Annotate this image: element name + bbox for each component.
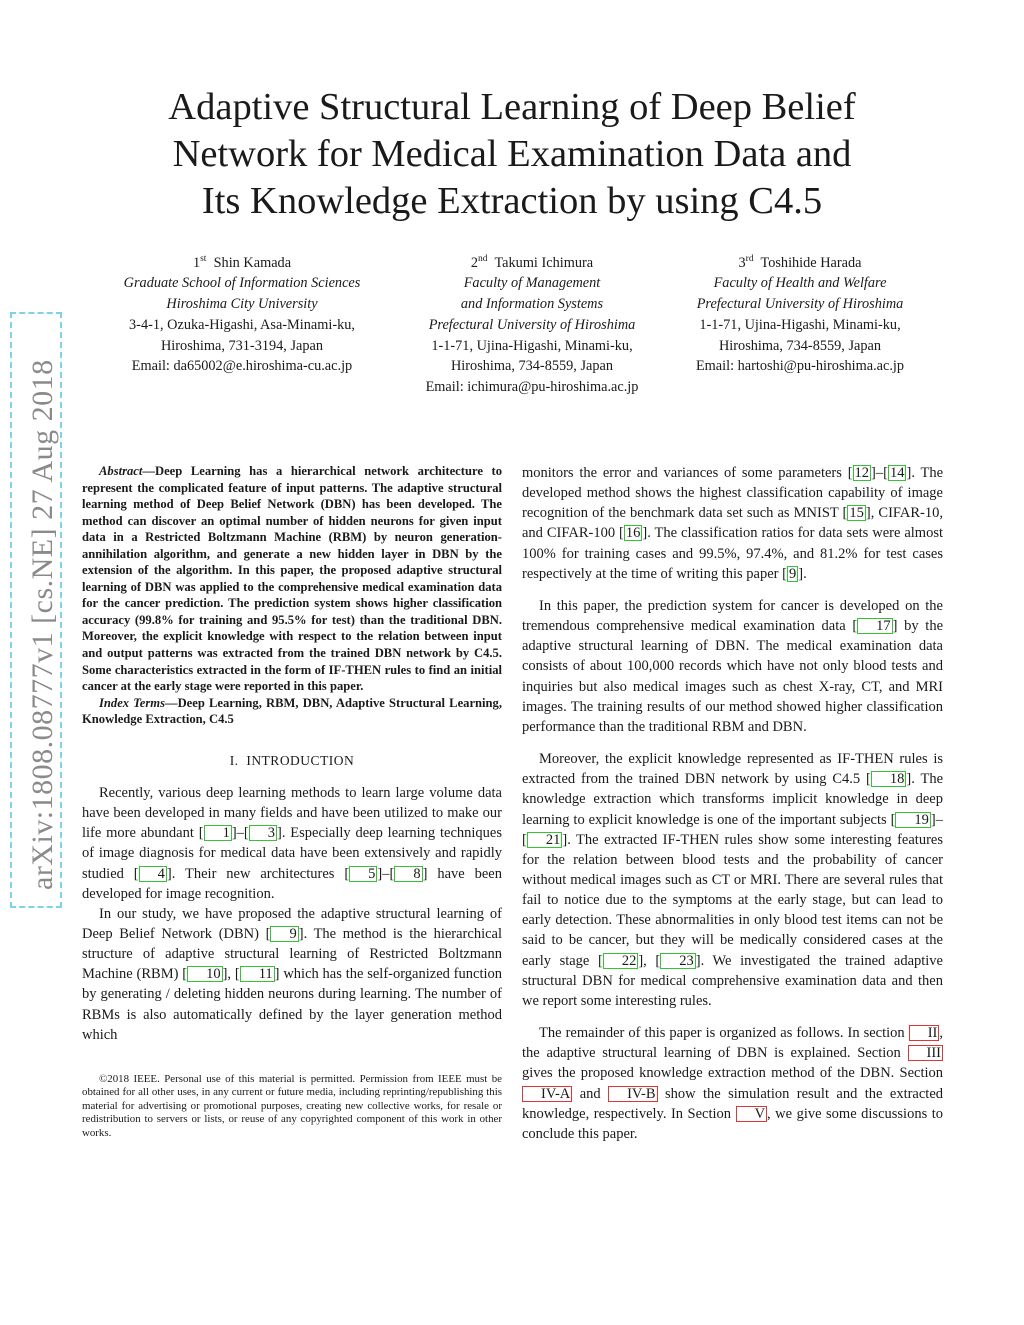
author-address: 1-1-71, Ujina-Higashi, Minami-ku, xyxy=(431,337,633,354)
citation-link[interactable]: 16 xyxy=(625,525,641,542)
author-affiliation: Prefectural University of Hiroshima xyxy=(696,296,904,313)
paper-title xyxy=(80,84,944,225)
author-block-3 xyxy=(640,249,960,377)
title-line: Network for Medical Examination Data and xyxy=(172,133,852,175)
arxiv-identifier[interactable]: arXiv:1808.08777v1 [cs.NE] 27 Aug 2018 xyxy=(26,359,59,890)
author-name: 3rd Toshihide Harada xyxy=(738,254,862,271)
citation-link[interactable]: 12 xyxy=(854,465,870,481)
citation-link[interactable]: 1 xyxy=(204,825,232,841)
author-name: 1st Shin Kamada xyxy=(192,254,292,271)
right-paragraph-2: In this paper, the prediction system for cancer is developed on the tremendous comprehensive medical examination data [ 17 ] by the adaptive structural learning of DBN. The medical examination data consists of about 100,000 records which have not only blood tests and inquiries but also medical images such as chest X-ray, CT, and MRI images. The training results of our method showed higher classification performance than the traditional RBM and DBN. xyxy=(522,597,944,735)
citation-link[interactable]: 15 xyxy=(849,505,864,522)
right-column xyxy=(522,463,943,1144)
section-reference-link[interactable]: III xyxy=(908,1045,944,1061)
right-paragraph-4: The remainder of this paper is organized as follows. In section II , the adaptive structural learning of DBN is explained. Section III gives the proposed knowledge extraction method of the DBN. Section IV-A and IV-B show the simulation result and the extracted knowledge, respectively. In Section V , we give some discussions to conclude this paper. xyxy=(522,1025,944,1142)
author-address: 1-1-71, Ujina-Higashi, Minami-ku, xyxy=(699,316,901,333)
abstract: Abstract—Deep Learning has a hierarchical network architecture to represent the complicated feature of input patterns. The adaptive structural learning method of Deep Belief Network (DBN) has been developed. The method can discover an optimal number of hidden neurons for given input data in a Restricted Boltzmann Machine (RBM) by neuron generation-annihilation algorithm, and generate a new hidden layer in DBN by the extension of the algorithm. In this paper, the proposed adaptive structural learning of DBN was applied to the comprehensive medical examination data for the cancer prediction. The prediction system shows higher classification accuracy (99.8% for training and 95.5% for test) than the traditional DBN. Moreover, the explicit knowledge with respect to the relation between input and output patterns was extracted from the trained DBN network by C4.5. Some characteristics extracted in the form of IF-THEN rules to find an initial cancer at the early stage were reported in this paper. xyxy=(82,464,502,694)
author-affiliation: Faculty of Health and Welfare xyxy=(713,275,887,292)
intro-paragraph-2: In our study, we have proposed the adaptive structural learning of Deep Belief Network (DBN) [ 9 ]. The method is the hierarchical structure of adaptive structural learning of Restricted Boltzmann Machine (RBM) [ 10 ], [ 11 ] which has the self-organized function by generating / deleting hidden neurons during learning. The number of RBMs is also automatically defined by the layer generation method which xyxy=(82,905,503,1043)
author-affiliation: Hiroshima City University xyxy=(166,296,318,313)
citation-link[interactable]: 4 xyxy=(139,866,167,882)
citation-link[interactable]: 19 xyxy=(895,812,931,828)
intro-paragraph-1: Recently, various deep learning methods to learn large volume data have been developed in many fields and have been utilized to make our life more abundant [ 1 ]–[ 3 ]. Especially deep learning techniques of image diagnosis for medical data have been extensively and rapidly studied [ 4 ]. Their new architectures [ 5 ]–[ 8 ] have been developed for image recognition. xyxy=(82,784,503,902)
copyright-notice: ©2018 IEEE. Personal use of this material is permitted. Permission from IEEE must be obtained for all other uses, in any current or future media, including reprinting/republishing this material for advertising or promotional purposes, creating new collective works, for resale or redistribution to servers or lists, or reuse of any copyrighted component of this work in other works. xyxy=(82,1072,502,1139)
author-affiliation: Graduate School of Information Sciences xyxy=(123,275,361,292)
title-line: Its Knowledge Extraction by using C4.5 xyxy=(201,180,823,222)
citation-link[interactable]: 9 xyxy=(788,565,797,582)
author-block-1 xyxy=(82,249,402,377)
author-affiliation: and Information Systems xyxy=(460,296,604,313)
section-heading-introduction: I. INTRODUCTION xyxy=(229,752,355,768)
author-address: 3-4-1, Ozuka-Higashi, Asa-Minami-ku, xyxy=(129,316,355,333)
citation-link[interactable]: 14 xyxy=(889,465,905,481)
author-address: Hiroshima, 734-8559, Japan xyxy=(450,358,613,375)
citation-link[interactable]: 22 xyxy=(603,953,639,969)
section-reference-link[interactable]: II xyxy=(909,1025,940,1041)
citation-link[interactable]: 10 xyxy=(187,966,223,982)
author-affiliation: Prefectural University of Hiroshima xyxy=(428,316,636,333)
title-line: Adaptive Structural Learning of Deep Belief xyxy=(168,86,856,128)
citation-link[interactable]: 9 xyxy=(270,926,298,942)
author-address: Hiroshima, 734-8559, Japan xyxy=(718,337,881,354)
right-paragraph-3: Moreover, the explicit knowledge represented as IF-THEN rules is extracted from the trained DBN network by using C4.5 [ 18 ]. The knowledge extraction which transforms implicit knowledge in deep learning to explicit knowledge is one of the important subjects [ 19 ]–[ 21 ]. The extracted IF-THEN rules show some interesting features for the relation between blood tests and the probability of cancer without medical images such as CT or MRI. There are several rules that fail to notice due to the symptoms at the early stage, but can lead to early detection. These abnormalities in only blood test items can not be said to be cancer, but they will be medically considered cases at the early stage [ 22 ], [ 23 ]. We investigated the trained adaptive structural DBN for medical comprehensive examination data and then we report some interesting rules. xyxy=(522,751,944,1009)
citation-link[interactable]: 5 xyxy=(349,866,377,882)
citation-link[interactable]: 3 xyxy=(249,825,277,841)
section-reference-link[interactable]: IV-A xyxy=(522,1086,572,1102)
citation-link[interactable]: 23 xyxy=(660,953,696,969)
author-email[interactable]: Email: hartoshi@pu-hiroshima.ac.jp xyxy=(695,358,905,375)
author-email[interactable]: Email: ichimura@pu-hiroshima.ac.jp xyxy=(425,378,639,395)
section-reference-link[interactable]: IV-B xyxy=(608,1086,657,1102)
author-affiliation: Faculty of Management xyxy=(463,275,601,292)
citation-link[interactable]: 17 xyxy=(857,618,893,634)
author-address: Hiroshima, 731-3194, Japan xyxy=(160,337,323,354)
citation-link[interactable]: 21 xyxy=(527,832,563,848)
index-terms: Index Terms—Deep Learning, RBM, DBN, Adaptive Structural Learning, Knowledge Extraction, C4.5 xyxy=(82,695,503,727)
citation-link[interactable]: 18 xyxy=(871,771,907,787)
left-column xyxy=(82,463,502,1140)
citation-link[interactable]: 8 xyxy=(394,866,422,882)
citation-link[interactable]: 11 xyxy=(240,966,275,982)
section-reference-link[interactable]: V xyxy=(736,1106,767,1122)
right-paragraph-1: monitors the error and variances of some parameters [ 12 ]–[ 14 ]. The developed method shows the highest classification capability of image recognition of the benchmark data set such as MNIST [ 15 ], CIFAR-10, and CIFAR-100 [ 16 ]. The classification ratios for data sets were almost 100% for training cases and 99.5%, 97.4%, and 81.2% for test cases respectively at the time of writing this paper [ 9 ]. xyxy=(522,465,944,582)
author-email[interactable]: Email: da65002@e.hiroshima-cu.ac.jp xyxy=(131,358,353,375)
author-name: 2nd Takumi Ichimura xyxy=(470,254,594,271)
